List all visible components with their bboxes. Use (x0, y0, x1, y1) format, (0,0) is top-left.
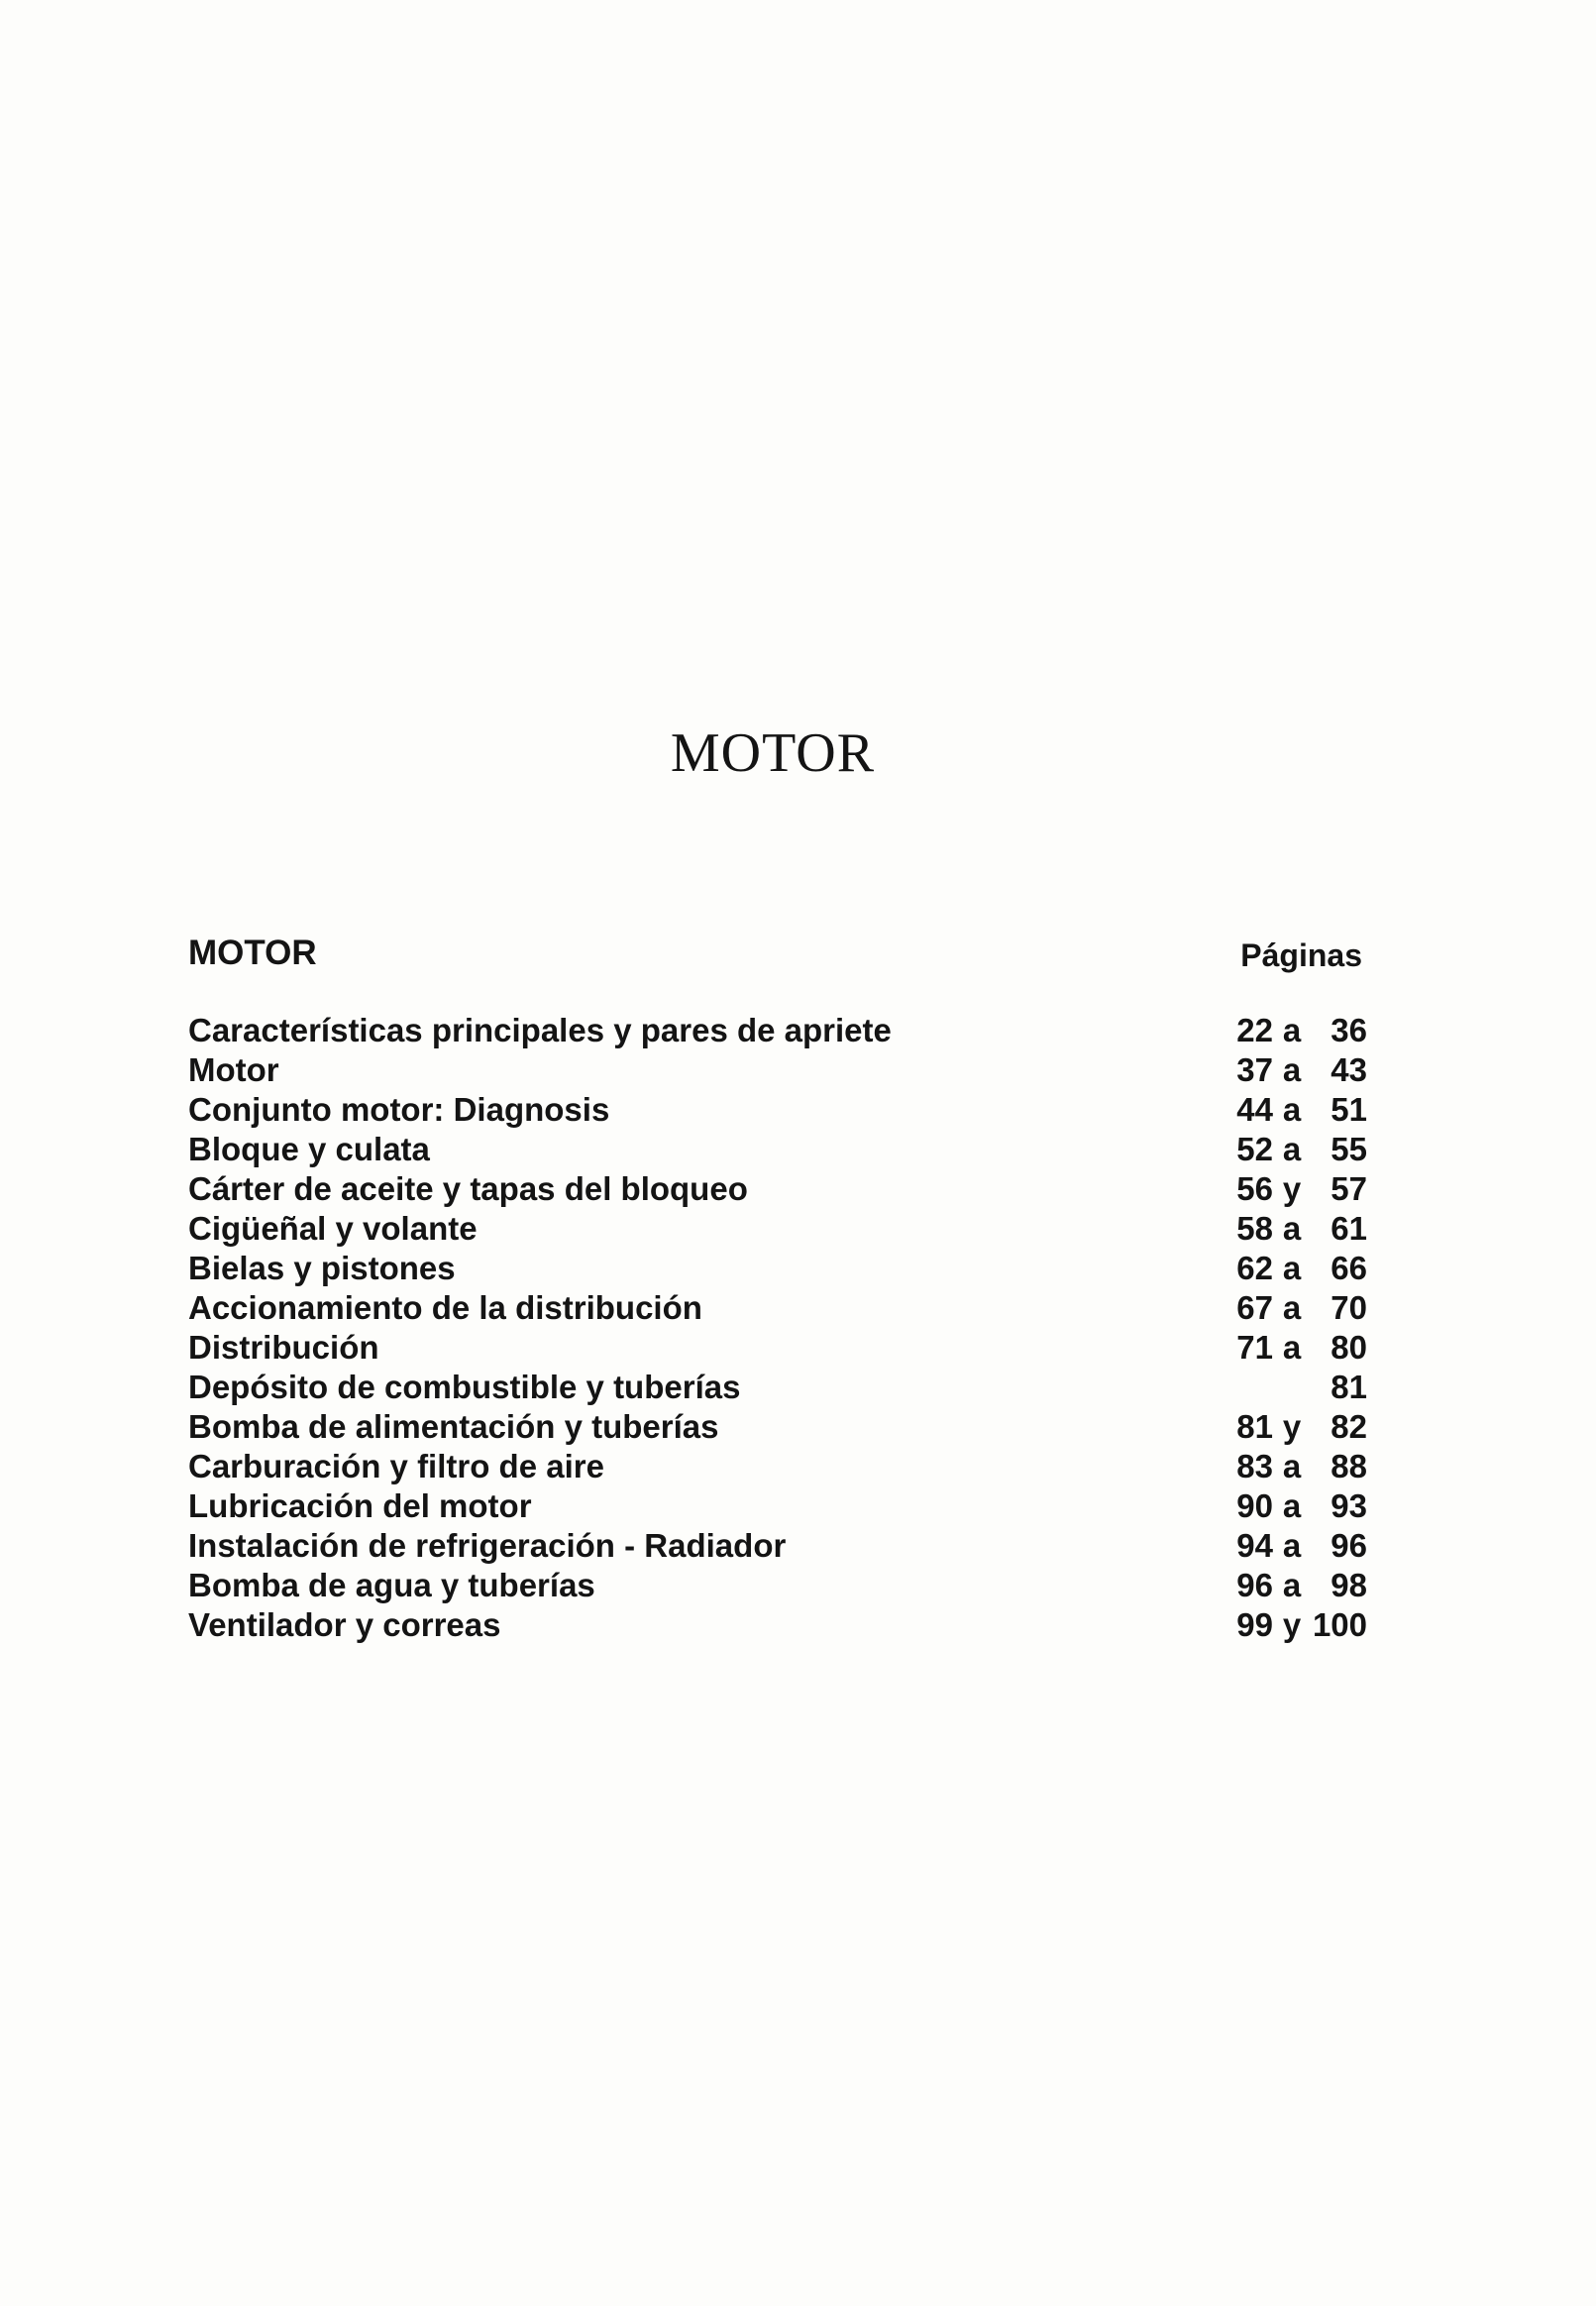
toc-entry-label: Depósito de combustible y tuberías (188, 1369, 741, 1405)
page-to: 55 (1330, 1131, 1367, 1167)
toc-row (188, 1050, 1367, 1090)
toc-page-range (1199, 1407, 1367, 1447)
toc-entry-label: Distribución (188, 1329, 379, 1366)
toc-section-heading: MOTOR (188, 933, 317, 972)
toc-entry-label: Accionamiento de la distribución (188, 1289, 702, 1326)
page-title: MOTOR (670, 722, 876, 784)
pages-column-heading: Páginas (1240, 937, 1362, 973)
page-from: 52 (1236, 1131, 1273, 1167)
toc-row (188, 1328, 1367, 1368)
toc-row (188, 1447, 1367, 1486)
page-from: 71 (1236, 1329, 1273, 1366)
toc-entry-label: Bielas y pistones (188, 1250, 456, 1286)
page-range-separator: a (1282, 1289, 1302, 1326)
page-from: 62 (1236, 1250, 1273, 1286)
table-of-contents (188, 1011, 1367, 1645)
toc-entry-label: Ventilador y correas (188, 1606, 501, 1643)
toc-entry-label: Bomba de alimentación y tuberías (188, 1408, 719, 1445)
page-from: 83 (1236, 1448, 1273, 1484)
page-range-separator: a (1282, 1448, 1302, 1484)
toc-row (188, 1011, 1367, 1050)
toc-entry-label: Características principales y pares de apriete (188, 1012, 892, 1048)
toc-page-range (1199, 1169, 1367, 1209)
page-from: 56 (1236, 1170, 1273, 1207)
toc-page-range (1199, 1130, 1367, 1169)
toc-page-range (1199, 1090, 1367, 1130)
page-range-separator: a (1282, 1012, 1302, 1048)
page-to: 98 (1330, 1567, 1367, 1603)
page-to: 88 (1330, 1448, 1367, 1484)
page-range-separator: a (1282, 1250, 1302, 1286)
toc-row (188, 1249, 1367, 1288)
toc-entry-label: Lubricación del motor (188, 1487, 532, 1524)
toc-row (188, 1288, 1367, 1328)
toc-row (188, 1605, 1367, 1645)
toc-entry-label: Bomba de agua y tuberías (188, 1567, 595, 1603)
toc-entry-label: Conjunto motor: Diagnosis (188, 1091, 610, 1128)
toc-row (188, 1526, 1367, 1566)
page-range-separator: a (1282, 1210, 1302, 1247)
page-to: 57 (1330, 1170, 1367, 1207)
page-range-separator: y (1282, 1170, 1302, 1207)
toc-page-range (1199, 1605, 1367, 1645)
page-from: 37 (1236, 1051, 1273, 1088)
page-to: 82 (1330, 1408, 1367, 1445)
toc-entry-label: Bloque y culata (188, 1131, 430, 1167)
page-range-separator: a (1282, 1329, 1302, 1366)
page-range-separator: a (1282, 1091, 1302, 1128)
page-to: 61 (1330, 1210, 1367, 1247)
page-from: 22 (1236, 1012, 1273, 1048)
toc-entry-label: Motor (188, 1051, 279, 1088)
toc-page-range (1199, 1328, 1367, 1368)
toc-page-range (1199, 1288, 1367, 1328)
page-range-separator: a (1282, 1131, 1302, 1167)
page-to: 43 (1330, 1051, 1367, 1088)
toc-entry-label: Cárter de aceite y tapas del bloqueo (188, 1170, 748, 1207)
toc-row (188, 1209, 1367, 1249)
page-range-separator: y (1282, 1606, 1302, 1643)
page-from: 58 (1236, 1210, 1273, 1247)
toc-row (188, 1130, 1367, 1169)
toc-row (188, 1407, 1367, 1447)
toc-page-range (1199, 1050, 1367, 1090)
page-to: 70 (1330, 1289, 1367, 1326)
page-from: 90 (1236, 1487, 1273, 1524)
page-to: 66 (1330, 1250, 1367, 1286)
page-to: 80 (1330, 1329, 1367, 1366)
page-from: 94 (1236, 1527, 1273, 1564)
page-to: 36 (1330, 1012, 1367, 1048)
page-from: 44 (1236, 1091, 1273, 1128)
toc-entry-label: Carburación y filtro de aire (188, 1448, 604, 1484)
page-to: 96 (1330, 1527, 1367, 1564)
toc-entry-label: Instalación de refrigeración - Radiador (188, 1527, 787, 1564)
toc-page-range (1199, 1566, 1367, 1605)
page-to: 51 (1330, 1091, 1367, 1128)
toc-page-range (1199, 1011, 1367, 1050)
toc-row (188, 1486, 1367, 1526)
page-to: 100 (1312, 1606, 1367, 1643)
page-range-separator: a (1282, 1567, 1302, 1603)
page-from: 81 (1236, 1408, 1273, 1445)
toc-row (188, 1169, 1367, 1209)
toc-page-range (1199, 1447, 1367, 1486)
toc-row (188, 1566, 1367, 1605)
toc-page-range (1199, 1486, 1367, 1526)
toc-page-range (1199, 1209, 1367, 1249)
toc-page-range (1199, 1526, 1367, 1566)
toc-row (188, 1368, 1367, 1407)
page-range-separator: a (1282, 1487, 1302, 1524)
toc-row (188, 1090, 1367, 1130)
toc-page-range (1199, 1368, 1367, 1407)
page-range-separator: a (1282, 1051, 1302, 1088)
page-to: 81 (1330, 1369, 1367, 1405)
page-range-separator: y (1282, 1408, 1302, 1445)
toc-page-range (1199, 1249, 1367, 1288)
page-from: 99 (1236, 1606, 1273, 1643)
toc-entry-label: Cigüeñal y volante (188, 1210, 478, 1247)
page-from: 96 (1236, 1567, 1273, 1603)
page-to: 93 (1330, 1487, 1367, 1524)
page-range-separator: a (1282, 1527, 1302, 1564)
page-from: 67 (1236, 1289, 1273, 1326)
